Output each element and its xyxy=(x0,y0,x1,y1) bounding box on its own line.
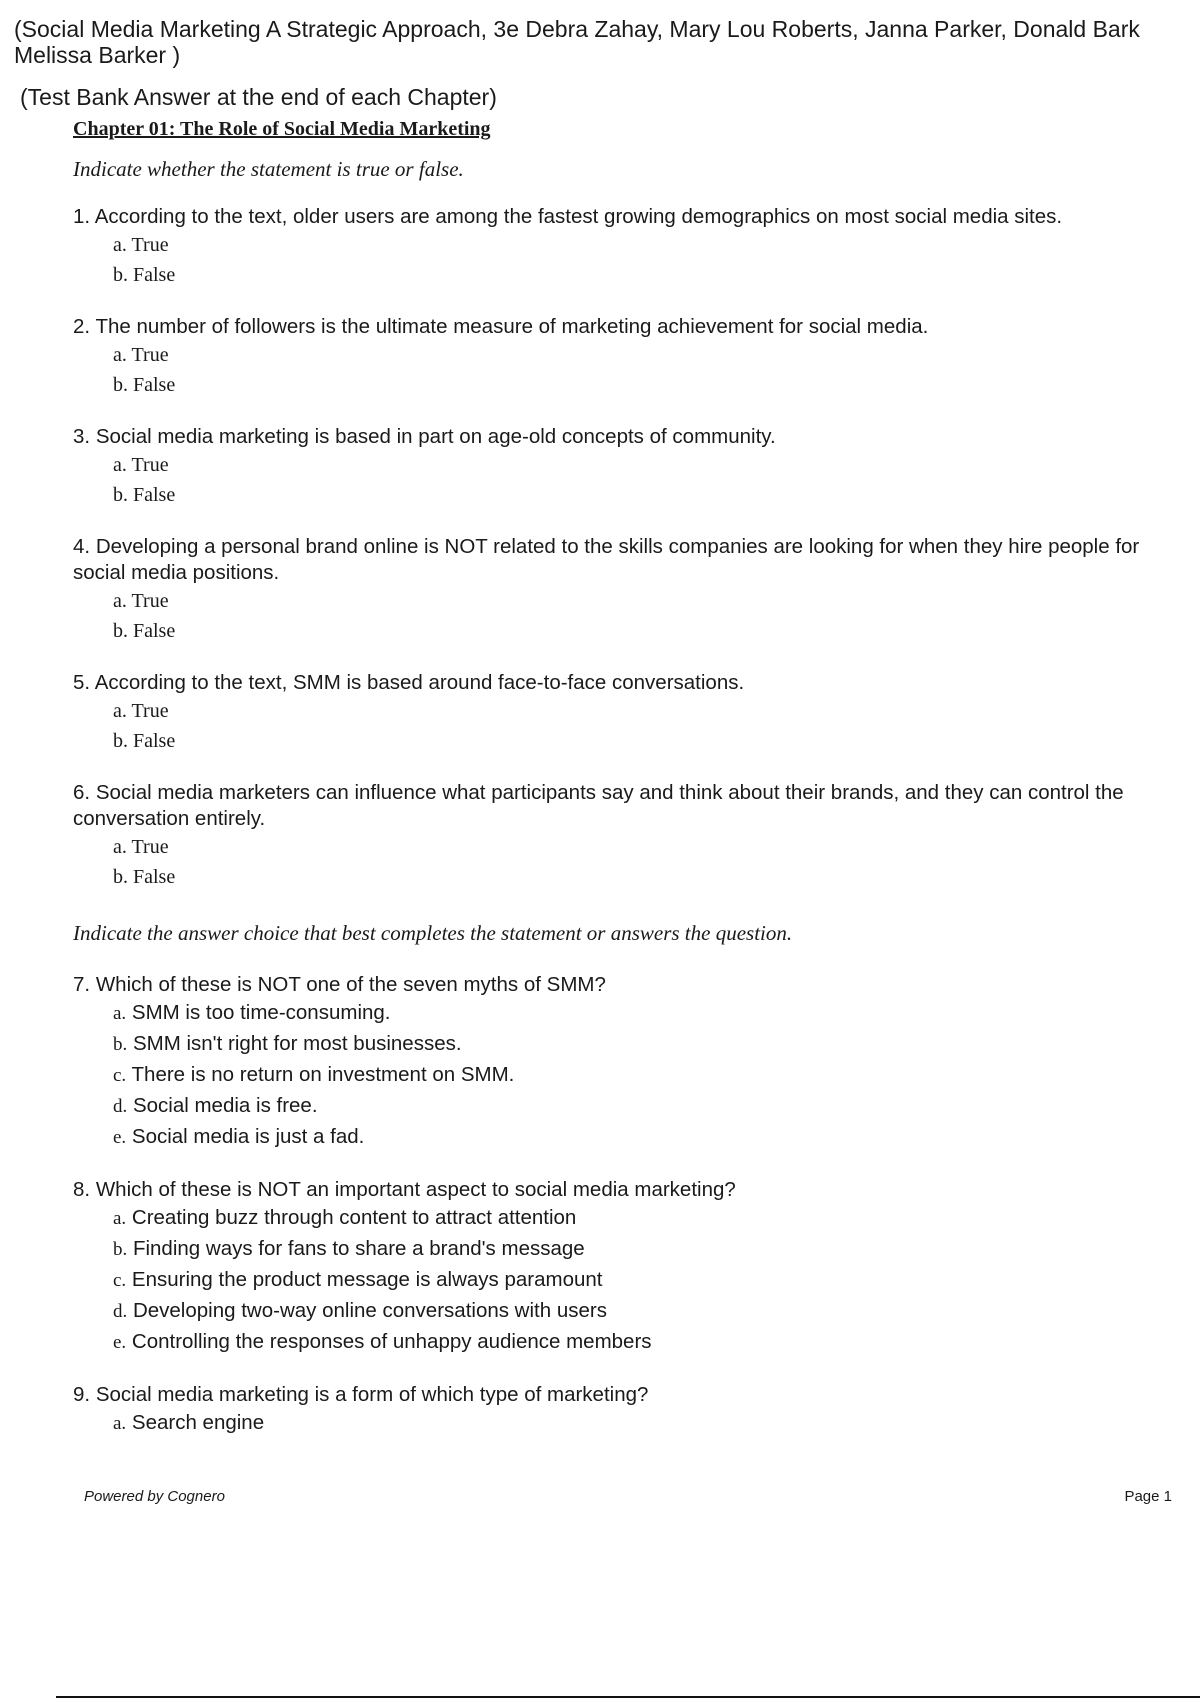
header-title-line1: (Social Media Marketing A Strategic Approach, 3e Debra Zahay, Mary Lou Roberts, Janna Parker, Donald Bark xyxy=(14,16,1140,42)
option-text: Creating buzz through content to attract attention xyxy=(131,1206,577,1229)
option-letter: d. xyxy=(113,1096,128,1117)
answer-option[interactable] xyxy=(113,1122,1153,1153)
option-text: Finding ways for fans to share a brand's message xyxy=(132,1237,585,1260)
option-letter: a. xyxy=(113,1208,127,1229)
question-block xyxy=(73,1382,1153,1439)
question-text xyxy=(73,314,1153,340)
option-text: Controlling the responses of unhappy audience members xyxy=(131,1330,652,1353)
answer-option[interactable]: a. True xyxy=(113,344,169,366)
option-text: SMM is too time-consuming. xyxy=(131,1001,391,1024)
true-false-question-list xyxy=(73,204,1153,892)
answer-option[interactable]: a. True xyxy=(113,590,169,612)
question-number: 7. xyxy=(73,973,91,996)
option-letter: e. xyxy=(113,1127,127,1148)
question-text xyxy=(73,424,1153,450)
question-block xyxy=(73,780,1153,892)
option-letter: a. xyxy=(113,1003,127,1024)
question-block xyxy=(73,424,1153,510)
question-body: Social media marketers can influence what participants say and think about their brands, and they can control the conversation entirely. xyxy=(73,781,1124,830)
question-number: 5. xyxy=(73,671,91,694)
option-letter: b. xyxy=(113,1034,128,1055)
question-number: 3. xyxy=(73,425,91,448)
answer-option[interactable] xyxy=(113,1060,1153,1091)
question-body: Which of these is NOT an important aspect to social media marketing? xyxy=(95,1178,736,1201)
option-letter: d. xyxy=(113,1301,128,1322)
question-number: 2. xyxy=(73,315,91,338)
answer-option[interactable] xyxy=(113,1029,1153,1060)
answer-option[interactable] xyxy=(113,1265,1153,1296)
answer-option[interactable] xyxy=(113,1327,1153,1358)
question-text xyxy=(73,1382,1153,1408)
answer-options xyxy=(73,340,1153,400)
page-number: Page 1 xyxy=(1124,1488,1172,1505)
page-divider xyxy=(56,1696,1200,1698)
question-body: According to the text, SMM is based around face-to-face conversations. xyxy=(94,671,745,694)
option-letter: b. xyxy=(113,1239,128,1260)
option-letter: c. xyxy=(113,1270,127,1291)
answer-options xyxy=(73,586,1153,646)
question-body: According to the text, older users are among the fastest growing demographics on most social media sites. xyxy=(94,205,1063,228)
answer-options xyxy=(73,832,1153,892)
test-bank-content xyxy=(73,116,1153,1463)
answer-option[interactable] xyxy=(113,998,1153,1029)
document-subtitle: (Test Bank Answer at the end of each Chapter) xyxy=(20,84,497,110)
option-letter: e. xyxy=(113,1332,127,1353)
option-letter: c. xyxy=(113,1065,127,1086)
option-text: There is no return on investment on SMM. xyxy=(131,1063,515,1086)
question-number: 6. xyxy=(73,781,91,804)
question-text xyxy=(73,780,1153,832)
question-text xyxy=(73,534,1153,586)
option-text: SMM isn't right for most businesses. xyxy=(132,1032,462,1055)
question-number: 4. xyxy=(73,535,91,558)
question-block xyxy=(73,1177,1153,1358)
question-body: Developing a personal brand online is NOT related to the skills companies are looking for when they hire people for social media positions. xyxy=(73,535,1140,584)
powered-by-footer: Powered by Cognero xyxy=(84,1488,225,1505)
question-number: 9. xyxy=(73,1383,91,1406)
question-text xyxy=(73,1177,1153,1203)
answer-option[interactable] xyxy=(113,1408,1153,1439)
answer-options xyxy=(73,450,1153,510)
question-block xyxy=(73,972,1153,1153)
question-block xyxy=(73,314,1153,400)
option-text: Developing two-way online conversations with users xyxy=(132,1299,607,1322)
answer-options xyxy=(73,696,1153,756)
question-text xyxy=(73,204,1153,230)
question-body: Which of these is NOT one of the seven myths of SMM? xyxy=(95,973,606,996)
question-block xyxy=(73,534,1153,646)
question-body: Social media marketing is based in part on age-old concepts of community. xyxy=(95,425,776,448)
multiple-choice-question-list xyxy=(73,972,1153,1439)
header-title-line2: Melissa Barker ) xyxy=(14,42,181,68)
question-text xyxy=(73,670,1153,696)
answer-option[interactable]: a. True xyxy=(113,700,169,722)
chapter-title: Chapter 01: The Role of Social Media Marketing xyxy=(73,118,491,140)
answer-options xyxy=(73,230,1153,290)
answer-option[interactable]: b. False xyxy=(113,620,176,642)
answer-option[interactable]: b. False xyxy=(113,374,176,396)
answer-option[interactable]: b. False xyxy=(113,264,176,286)
answer-options xyxy=(73,998,1153,1153)
answer-option[interactable]: a. True xyxy=(113,454,169,476)
question-body: Social media marketing is a form of which type of marketing? xyxy=(95,1383,649,1406)
answer-option[interactable] xyxy=(113,1234,1153,1265)
answer-option[interactable]: a. True xyxy=(113,234,169,256)
option-letter: a. xyxy=(113,1413,127,1434)
true-false-instruction: Indicate whether the statement is true or false. xyxy=(73,157,464,181)
answer-option[interactable]: b. False xyxy=(113,866,176,888)
answer-option[interactable]: a. True xyxy=(113,836,169,858)
option-text: Social media is just a fad. xyxy=(131,1125,365,1148)
question-body: The number of followers is the ultimate measure of marketing achievement for social media. xyxy=(95,315,929,338)
multiple-choice-instruction: Indicate the answer choice that best completes the statement or answers the question. xyxy=(73,921,793,945)
question-block xyxy=(73,204,1153,290)
option-text: Ensuring the product message is always paramount xyxy=(131,1268,603,1291)
answer-option[interactable] xyxy=(113,1091,1153,1122)
answer-options xyxy=(73,1408,1153,1439)
answer-option[interactable]: b. False xyxy=(113,484,176,506)
document-header-title xyxy=(14,16,1200,68)
answer-option[interactable] xyxy=(113,1203,1153,1234)
answer-options xyxy=(73,1203,1153,1358)
answer-option[interactable] xyxy=(113,1296,1153,1327)
question-block xyxy=(73,670,1153,756)
option-text: Search engine xyxy=(131,1411,265,1434)
question-text xyxy=(73,972,1153,998)
question-number: 8. xyxy=(73,1178,91,1201)
answer-option[interactable]: b. False xyxy=(113,730,176,752)
option-text: Social media is free. xyxy=(132,1094,318,1117)
question-number: 1. xyxy=(73,205,91,228)
